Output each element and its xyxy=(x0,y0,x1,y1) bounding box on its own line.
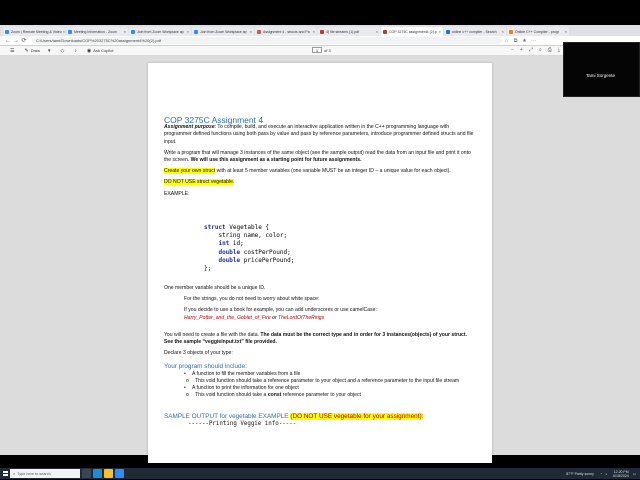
bullet-icon: • xyxy=(184,370,186,377)
browser-tab[interactable]: 4) file streams (1).pdf × xyxy=(318,27,380,36)
page-indicator xyxy=(312,47,331,53)
close-icon[interactable]: × xyxy=(123,29,126,34)
fit-page-icon[interactable]: ⤢ xyxy=(528,47,533,53)
url-text: C:/Users/tami/Downloads/COP%203275C%20assignment4%20(2).pdf xyxy=(36,38,161,43)
tab-favicon-icon xyxy=(257,30,261,34)
print-icon[interactable]: ⎙ xyxy=(547,47,552,53)
zoom-out-icon[interactable]: − xyxy=(511,47,515,53)
read-aloud-button[interactable] xyxy=(74,48,79,54)
do-not-use-note: DO NOT USE struct vegetable. xyxy=(164,179,235,186)
zoom-icon[interactable] xyxy=(115,469,124,478)
edge-icon[interactable] xyxy=(93,469,102,478)
code-line: struct Vegetable { xyxy=(204,224,270,231)
example-label: EXAMPLE: xyxy=(164,190,190,197)
browser-tab[interactable]: Join from Zoom Workplace ap × xyxy=(192,27,254,36)
purpose-paragraph: Assignment purpose: To compile, build, and execute an interactive application written in the C++ programming language with programmer defined functions using both pass by value and pass by reference parameters, introduce programmer defined structs and file input. xyxy=(164,124,474,145)
tab-favicon-icon xyxy=(68,30,72,34)
include-heading: Your program should include: xyxy=(164,363,247,371)
copilot-icon: ◉ xyxy=(86,47,92,54)
tab-favicon-icon xyxy=(194,30,198,34)
save-icon[interactable]: ⤓ xyxy=(557,47,560,53)
zoom-in-icon[interactable]: + xyxy=(520,47,523,53)
ask-copilot-button[interactable]: ◉ Ask Copilot xyxy=(86,47,114,54)
back-icon[interactable]: ← xyxy=(5,37,11,44)
address-bar xyxy=(0,36,640,46)
contents-button[interactable] xyxy=(10,48,16,54)
taskbar-search[interactable]: ⌕ Type here to search xyxy=(10,469,80,478)
browser-tab[interactable]: online c++ compiler - Search × xyxy=(444,27,506,36)
circle-bullet-icon: o xyxy=(186,392,189,399)
clock[interactable]: 12:20 PM 6/18/2024 xyxy=(613,469,629,478)
code-line: int id; xyxy=(218,240,244,248)
star-icon[interactable]: ☆ xyxy=(504,37,509,44)
browser-tab[interactable]: Join from Zoom Workplace ap × xyxy=(129,27,191,36)
file-explorer-icon[interactable] xyxy=(104,469,113,478)
unique-id-note: One member variable should be a unique ID. xyxy=(164,285,266,291)
whitespace-note: For the strings, you do not need to worry about white space: xyxy=(184,296,320,303)
windows-icon xyxy=(3,471,8,476)
highlighter-icon: ▾ xyxy=(48,47,51,54)
struct-requirement-paragraph: Create your own struct with at least 5 member variables (one variable MUST be an integer ID – a unique value for each object). xyxy=(164,168,451,175)
sample-output-code: ------Printing Veggie info----- xyxy=(188,420,297,427)
code-example xyxy=(204,224,294,273)
system-tray xyxy=(566,468,636,479)
task-view-icon[interactable] xyxy=(82,469,91,478)
list-item: o This void function should take a const reference parameter to your object xyxy=(186,392,361,399)
browser-tab-active[interactable]: COP 3275C assignment4 (2).p × xyxy=(381,27,443,36)
bullet-icon: • xyxy=(184,385,186,392)
tab-favicon-icon xyxy=(383,30,387,34)
participant-name: Tami Sorgente xyxy=(586,73,616,78)
page-total: of 3 xyxy=(324,47,331,53)
weather-text[interactable]: 87°F Partly sunny xyxy=(566,471,594,476)
close-icon[interactable]: × xyxy=(438,29,441,34)
page-title: COP 3275C Assignment 4 xyxy=(164,115,264,125)
pdf-toolbar xyxy=(0,46,640,56)
close-icon[interactable]: × xyxy=(501,29,504,34)
menu-icon[interactable]: ⋯ xyxy=(531,37,536,44)
pdf-page xyxy=(148,63,492,463)
url-field[interactable] xyxy=(32,37,502,44)
tab-favicon-icon xyxy=(5,30,9,34)
instructions-paragraph: Write a program that will manage 3 instances of the same object (see the sample output) read the data from an input file and print it onto the screen. We will use this assignment as a starting point for future assignments. xyxy=(164,149,471,164)
document-body-continued xyxy=(164,285,476,428)
tab-favicon-icon xyxy=(131,30,135,34)
windows-taskbar xyxy=(0,468,640,479)
book-examples: Harry_Potter_and_the_Goblet_of_Fire or TheLordOfTheRings xyxy=(184,314,325,321)
erase-button[interactable] xyxy=(61,48,67,54)
code-line: }; xyxy=(204,265,212,273)
volume-icon[interactable]: ◖ xyxy=(604,471,608,476)
notification-icon[interactable]: ▭ xyxy=(632,471,636,476)
list-icon: ☰ xyxy=(10,47,15,54)
code-line: string name, color; xyxy=(204,232,288,240)
search-icon[interactable]: ⌕ xyxy=(538,47,542,53)
close-icon[interactable]: × xyxy=(249,29,252,34)
refresh-icon[interactable]: ⟳ xyxy=(21,38,27,44)
close-icon[interactable]: × xyxy=(62,29,65,34)
page-number-input[interactable] xyxy=(312,47,322,53)
browser-tab[interactable]: Meeting Information - Zoom × xyxy=(66,27,128,36)
close-icon[interactable]: × xyxy=(375,29,378,34)
search-icon: ⌕ xyxy=(13,471,16,476)
list-item: o This void function should take a reference parameter to your object and a reference parameter to the input file stream xyxy=(186,377,460,384)
draw-button[interactable]: ✎ Draw xyxy=(24,47,41,54)
code-line: double pricePerPound; xyxy=(218,256,295,264)
tab-favicon-icon xyxy=(446,30,450,34)
extensions-icon[interactable]: ⧉ xyxy=(513,37,518,44)
close-icon[interactable]: × xyxy=(186,29,189,34)
book-note: If you decide to use a book for example, you can add underscores or use camelCase: xyxy=(184,307,377,314)
browser-tab[interactable]: Online C++ Compiler - progr × xyxy=(507,27,569,36)
tab-favicon-icon xyxy=(320,30,324,34)
eraser-icon: ◇ xyxy=(60,47,65,54)
code-line: double costPerPound; xyxy=(218,248,291,256)
sample-output-heading: SAMPLE OUTPUT for vegetable EXAMPLE (DO NOT USE vegetable for your assignment): xyxy=(164,413,424,421)
circle-bullet-icon: o xyxy=(186,377,189,384)
speaker-icon: ♪ xyxy=(74,47,77,54)
favorites-icon[interactable]: ★ xyxy=(522,37,527,44)
browser-tab[interactable]: Assignment 4 - structs and Pa × xyxy=(255,27,317,36)
highlight-button[interactable] xyxy=(48,48,53,54)
close-icon[interactable]: × xyxy=(564,29,567,34)
declare-note: Declare 3 objects of your type: xyxy=(164,350,233,357)
screen xyxy=(0,25,640,478)
forward-icon[interactable]: → xyxy=(13,37,19,44)
document-body xyxy=(164,117,476,202)
pdf-tools-right xyxy=(505,47,560,53)
network-icon[interactable]: ◔ xyxy=(599,471,602,476)
browser-tab[interactable]: Zoom | Remote Meeting & Video × xyxy=(3,27,65,36)
start-button[interactable] xyxy=(0,468,10,479)
list-item: • A function to print the information for one object xyxy=(184,385,299,392)
list-item: • A function to fill the member variables from a file xyxy=(184,370,301,377)
file-note: You will need to create a file with the data. The data must be the correct type and in order for 3 instances(objects) of your struct. See the sample “veggieInput.txt” file provided. xyxy=(164,331,467,346)
zoom-video-tile[interactable] xyxy=(563,42,640,97)
close-icon[interactable]: × xyxy=(312,29,315,34)
pen-icon: ✎ xyxy=(24,47,29,54)
tab-favicon-icon xyxy=(509,30,513,34)
browser-tab-strip xyxy=(0,25,640,36)
